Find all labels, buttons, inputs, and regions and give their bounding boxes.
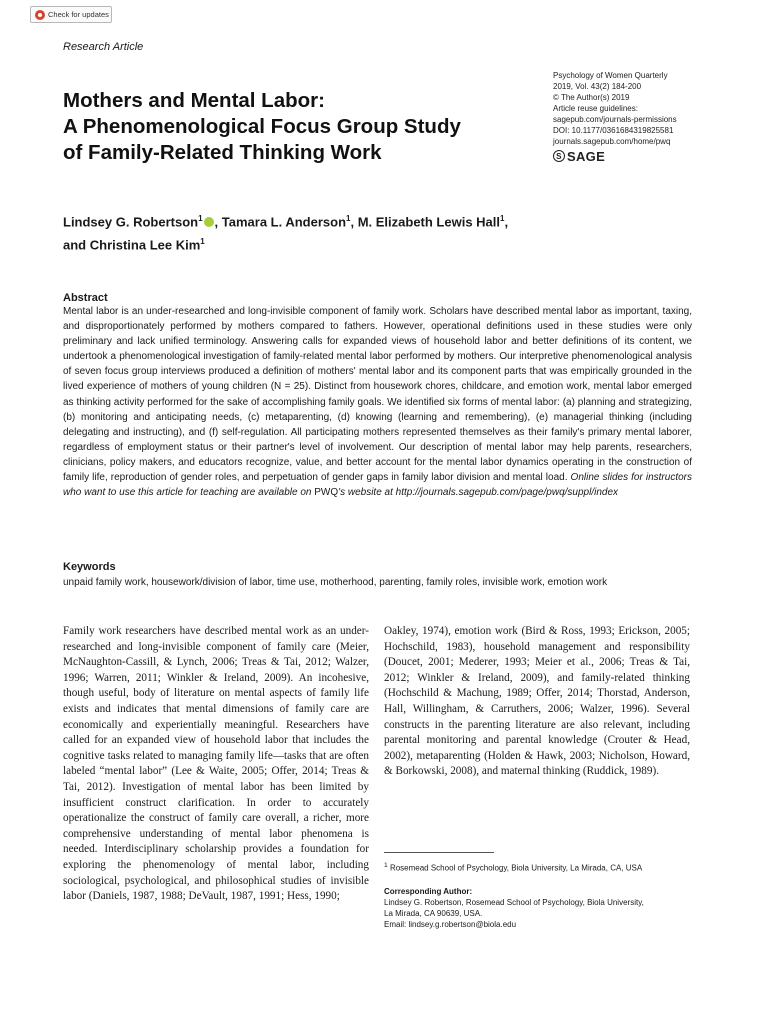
abstract-text bbox=[63, 304, 692, 500]
update-icon bbox=[35, 10, 45, 20]
reuse-label: Article reuse guidelines: bbox=[553, 104, 638, 113]
abstract-note-journal: PWQ bbox=[314, 487, 339, 499]
corresponding-author bbox=[384, 886, 694, 930]
title-line-2: A Phenomenological Focus Group Study bbox=[63, 115, 461, 138]
article-type: Research Article bbox=[63, 41, 144, 53]
abstract-note-suffix: 's website at bbox=[338, 487, 393, 499]
check-for-updates-button[interactable] bbox=[30, 6, 112, 23]
sage-logo-icon bbox=[553, 150, 743, 162]
title-line-3: of Family-Related Thinking Work bbox=[63, 141, 382, 164]
title-line-1: Mothers and Mental Labor: bbox=[63, 89, 325, 112]
orcid-icon[interactable] bbox=[204, 217, 214, 227]
author-separator: , bbox=[350, 214, 358, 230]
corresponding-heading: Corresponding Author: bbox=[384, 887, 473, 896]
body-column-left: Family work researchers have described mental work as an under-researched and long-invisible component of family care (Meier, McNaughton-Cassill, & Lynch, 2006; Treas & Tai, 2012; Walzer, 1996; Warren, 2011; Winkler & Ireland, 2009). An incohesive, though useful, body of literature on mental aspects of family life exists and indicates that mental dimensions of family care are economically and experientially meaningful. Researchers have called for an expanded view of household labor that includes the cognitive tasks related to managing family life—tasks that are often labeled “mental labor” (Lee & Waite, 2005; Offer, 2014; Treas & Tai, 2012). Investigation of mental labor has been limited by insufficient construct clarification. In order to accurately operationalize the construct of family care overall, a richer, more comprehensive understanding of mental labor phenomena is needed. Interdisciplinary scholarship provides a foundation for exploring the phenomenology of mental labor, including sociological, psychological, and philosophical studies of invisible labor (Daniels, 1987, 1988; DeVault, 1987, 1991; Hess, 1990; bbox=[63, 625, 369, 903]
journal-name: Psychology of Women Quarterly bbox=[553, 71, 668, 80]
abstract-note: Online slides for instructors who want to use this article for teaching are available on bbox=[63, 472, 692, 499]
author-separator: , bbox=[504, 214, 509, 230]
article-title bbox=[63, 88, 533, 166]
journal-home-link[interactable]: journals.sagepub.com/home/pwq bbox=[553, 137, 671, 146]
affiliation-mark: 1 bbox=[500, 214, 505, 223]
keywords-text: unpaid family work, housework/division of labor, time use, motherhood, parenting, family roles, invisible work, emotion work bbox=[63, 577, 608, 588]
doi[interactable]: DOI: 10.1177/0361684319825581 bbox=[553, 126, 674, 135]
author-1[interactable]: Lindsey G. Robertson bbox=[63, 214, 199, 230]
keywords-heading: Keywords bbox=[63, 561, 116, 573]
affiliation-footnote bbox=[384, 860, 690, 874]
sage-mark-icon: S bbox=[553, 150, 565, 162]
publisher-name: SAGE bbox=[567, 148, 606, 164]
footnote-text: Rosemead School of Psychology, Biola University, La Mirada, CA, USA bbox=[389, 863, 643, 873]
author-2[interactable]: Tamara L. Anderson bbox=[221, 214, 347, 230]
body-column-right: Oakley, 1974), emotion work (Bird & Ross, 1993; Erickson, 2005; Hochschild, 1983), household management and responsibility (Doucet, 2001; Mederer, 1993; Meier et al., 2006; Treas & Tai, 2012; Winkler & Ireland, 2009), and family-related thinking (Hochschild & Machung, 1989; Offer, 2014; Thorstad, Anderson, Hall, Willingham, & Carruthers, 2006; Walzer, 1996). Several constructs in the parenting literature are also relevant, including parental monitoring and parental knowledge (Crouter & Head, 2002), metaparenting (Holden & Hawk, 2003; Nicholson, Howard, & Borkowski, 2008), and maternal thinking (Ruddick, 1989). bbox=[384, 625, 690, 778]
journal-metadata bbox=[553, 70, 743, 162]
affiliation-mark: 1 bbox=[200, 237, 205, 247]
check-for-updates-label: Check for updates bbox=[48, 10, 109, 19]
affiliation-mark: 1 bbox=[346, 214, 351, 223]
corresponding-line-1: Lindsey G. Robertson, Rosemead School of Psychology, Biola University, bbox=[384, 898, 644, 907]
footnote-mark: 1 bbox=[384, 862, 388, 869]
corresponding-email[interactable]: Email: lindsey.g.robertson@biola.edu bbox=[384, 920, 517, 929]
reuse-link[interactable]: sagepub.com/journals-permissions bbox=[553, 115, 677, 124]
author-4[interactable]: Christina Lee Kim bbox=[89, 237, 201, 253]
author-conjunction: and bbox=[63, 237, 90, 253]
abstract-heading: Abstract bbox=[63, 292, 108, 304]
affiliation-mark: 1 bbox=[198, 214, 203, 223]
footnote-rule bbox=[384, 852, 494, 853]
author-list bbox=[63, 209, 703, 256]
supplement-link[interactable]: http://journals.sagepub.com/page/pwq/suppl/index bbox=[395, 487, 619, 499]
author-3[interactable]: M. Elizabeth Lewis Hall bbox=[357, 214, 501, 230]
corresponding-line-2: La Mirada, CA 90639, USA. bbox=[384, 909, 483, 918]
journal-volume: 2019, Vol. 43(2) 184-200 bbox=[553, 82, 642, 91]
author-separator: , bbox=[214, 214, 222, 230]
journal-copyright: © The Author(s) 2019 bbox=[553, 93, 630, 102]
abstract-paragraph: Mental labor is an under-researched and long-invisible component of family work. Scholars have described mental labor as important, taxing, and disproportionately performed by mothers compared to fathers. However, operational definitions used in these studies were only preliminary and lack unified terminology. Answering calls for expanded views of household labor and better definitions of its content, we undertook a phenomenological investigation of family-related mental labor performed by mothers. Our interpretive phenomenological analysis of seven focus group interviews produced a definition of mothers' mental labor and its component parts that was empirically grounded in the lived experience of mothers of young children (N = 25). Distinct from housework chores, childcare, and emotion work, mental labor emerged as thinking activity performed for the sake of accomplishing family goals. We identified six forms of mental labor: (a) planning and strategizing, (b) monitoring and anticipating needs, (c) metaparenting, (d) knowing (learning and remembering), (e) managerial thinking (including delegating and instructing), and (f) self-regulation. All participating mothers represented themselves as their family's primary mental laborer, regardless of employment status or their partner's level of involvement. Our description of mental labor may help parents, researchers, clinicians, policy makers, and educators recognize, value, and better account for the mental labor dynamics operating in the construction of family life, reproduction of gender roles, and perpetuation of gender gaps in family labor division and mental load. bbox=[63, 306, 692, 484]
